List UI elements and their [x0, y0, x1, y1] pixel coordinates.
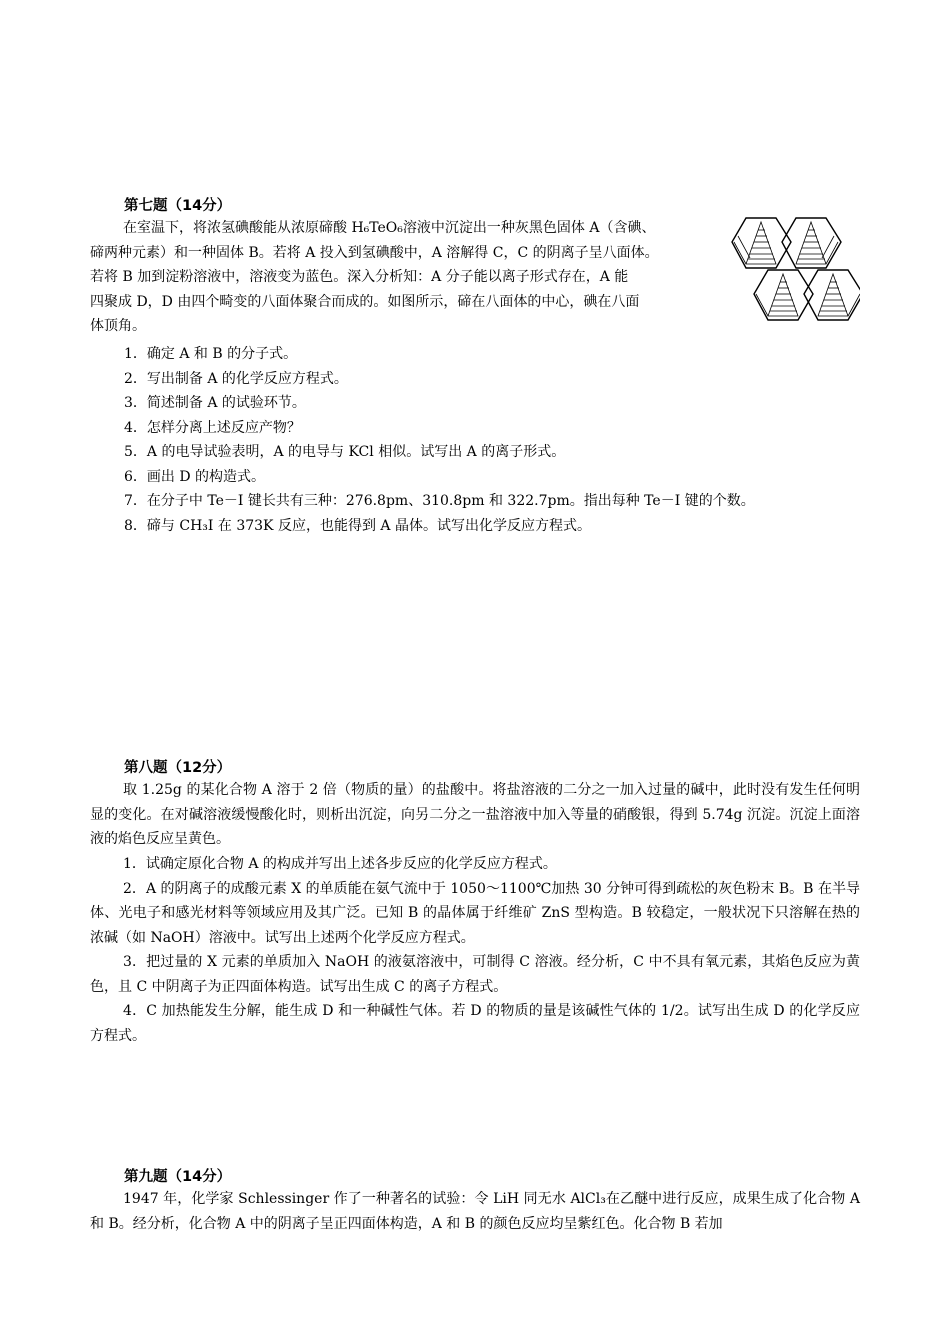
q7-intro-line-3: 若将 B 加到淀粉溶液中，溶液变为蓝色。深入分析知：A 分子能以离子形式存在，A 能	[90, 269, 629, 285]
q8-items	[90, 852, 860, 1048]
q7-intro-line-1: 在室温下，将浓氢碘酸能从浓原碲酸 H₆TeO₆溶液中沉淀出一种灰黑色固体 A（含碘、	[123, 220, 656, 236]
q7-intro	[90, 216, 730, 339]
q8-item-3: 3．把过量的 X 元素的单质加入 NaOH 的液氨溶液中，可制得 C 溶液。经分析，C 中不具有氧元素，其焰色反应为黄色，且 C 中阴离子为正四面体构造。试写出生成 C 的离子方程式。	[90, 954, 860, 995]
q7-intro-line-4: 四聚成 D，D 由四个畸变的八面体聚合而成的。如图所示，碲在八面体的中心，碘在八面	[90, 293, 640, 310]
q9-title: 第九题（14分）	[124, 1169, 232, 1185]
q8-item-1: 1．试确定原化合物 A 的构成并写出上述各步反应的化学反应方程式。	[123, 856, 557, 872]
q8-item-4: 4．C 加热能发生分解，能生成 D 和一种碱性气体。若 D 的物质的量是该碱性气体的 1/2。试写出生成 D 的化学反应方程式。	[90, 1003, 860, 1044]
q7-item-1: 1．确定 A 和 B 的分子式。	[124, 346, 298, 362]
q8-intro-text: 取 1.25g 的某化合物 A 溶于 2 倍（物质的量）的盐酸中。将盐溶液的二分之一加入过量的碱中，此时没有发生任何明显的变化。在对碱溶液缓慢酸化时，则析出沉淀，向另二分之一盐溶液中加入等量的硝酸银，得到 5.74g 沉淀。沉淀上面溶液的焰色反应呈黄色。	[90, 782, 860, 847]
q8-title: 第八题（12分）	[124, 760, 232, 776]
q7-intro-line-2: 碲两种元素）和一种固体 B。若将 A 投入到氢碘酸中，A 溶解得 C，C 的阴离子呈八面体。	[90, 244, 659, 261]
q7-item-5: 5．A 的电导试验表明，A 的电导与 KCl 相似。试写出 A 的离子形式。	[124, 444, 566, 460]
q9-intro	[90, 1187, 860, 1236]
q8-intro	[90, 778, 860, 852]
q7-item-3: 3．简述制备 A 的试验环节。	[124, 395, 306, 411]
q7-item-2: 2．写出制备 A 的化学反应方程式。	[124, 371, 348, 387]
q8-item-2: 2．A 的阴离子的成酸元素 X 的单质能在氨气流中于 1050～1100℃加热 30 分钟可得到疏松的灰色粉末 B。B 在半导体、光电子和感光材料等领域应用及其广泛。已知 B 的晶体属于纤维矿 ZnS 型构造。B 较稳定，一般状况下只溶解在热的浓碱（如 NaOH）溶液中。试写出上述两个化学反应方程式。	[90, 880, 860, 946]
octahedra-cluster-figure	[728, 212, 860, 330]
q9-intro-text: 1947 年，化学家 Schlessinger 作了一种著名的试验：令 LiH 同无水 AlCl₃在乙醚中进行反应，成果生成了化合物 A 和 B。经分析，化合物 A 中的阴离子呈正四面体构造，A 和 B 的颜色反应均呈紫红色。化合物 B 若加	[90, 1191, 860, 1232]
q7-item-8: 8．碲与 CH₃I 在 373K 反应，也能得到 A 晶体。试写出化学反应方程式。	[124, 518, 591, 534]
q7-item-7: 7．在分子中 Te－I 键长共有三种：276.8pm、310.8pm 和 322.7pm。指出每种 Te－I 键的个数。	[124, 493, 755, 509]
q7-title: 第七题（14分）	[124, 198, 232, 214]
q7-item-6: 6．画出 D 的构造式。	[124, 469, 266, 485]
q7-intro-line-5: 体顶角。	[90, 318, 146, 334]
q7-item-4: 4．怎样分离上述反应产物？	[124, 420, 301, 436]
